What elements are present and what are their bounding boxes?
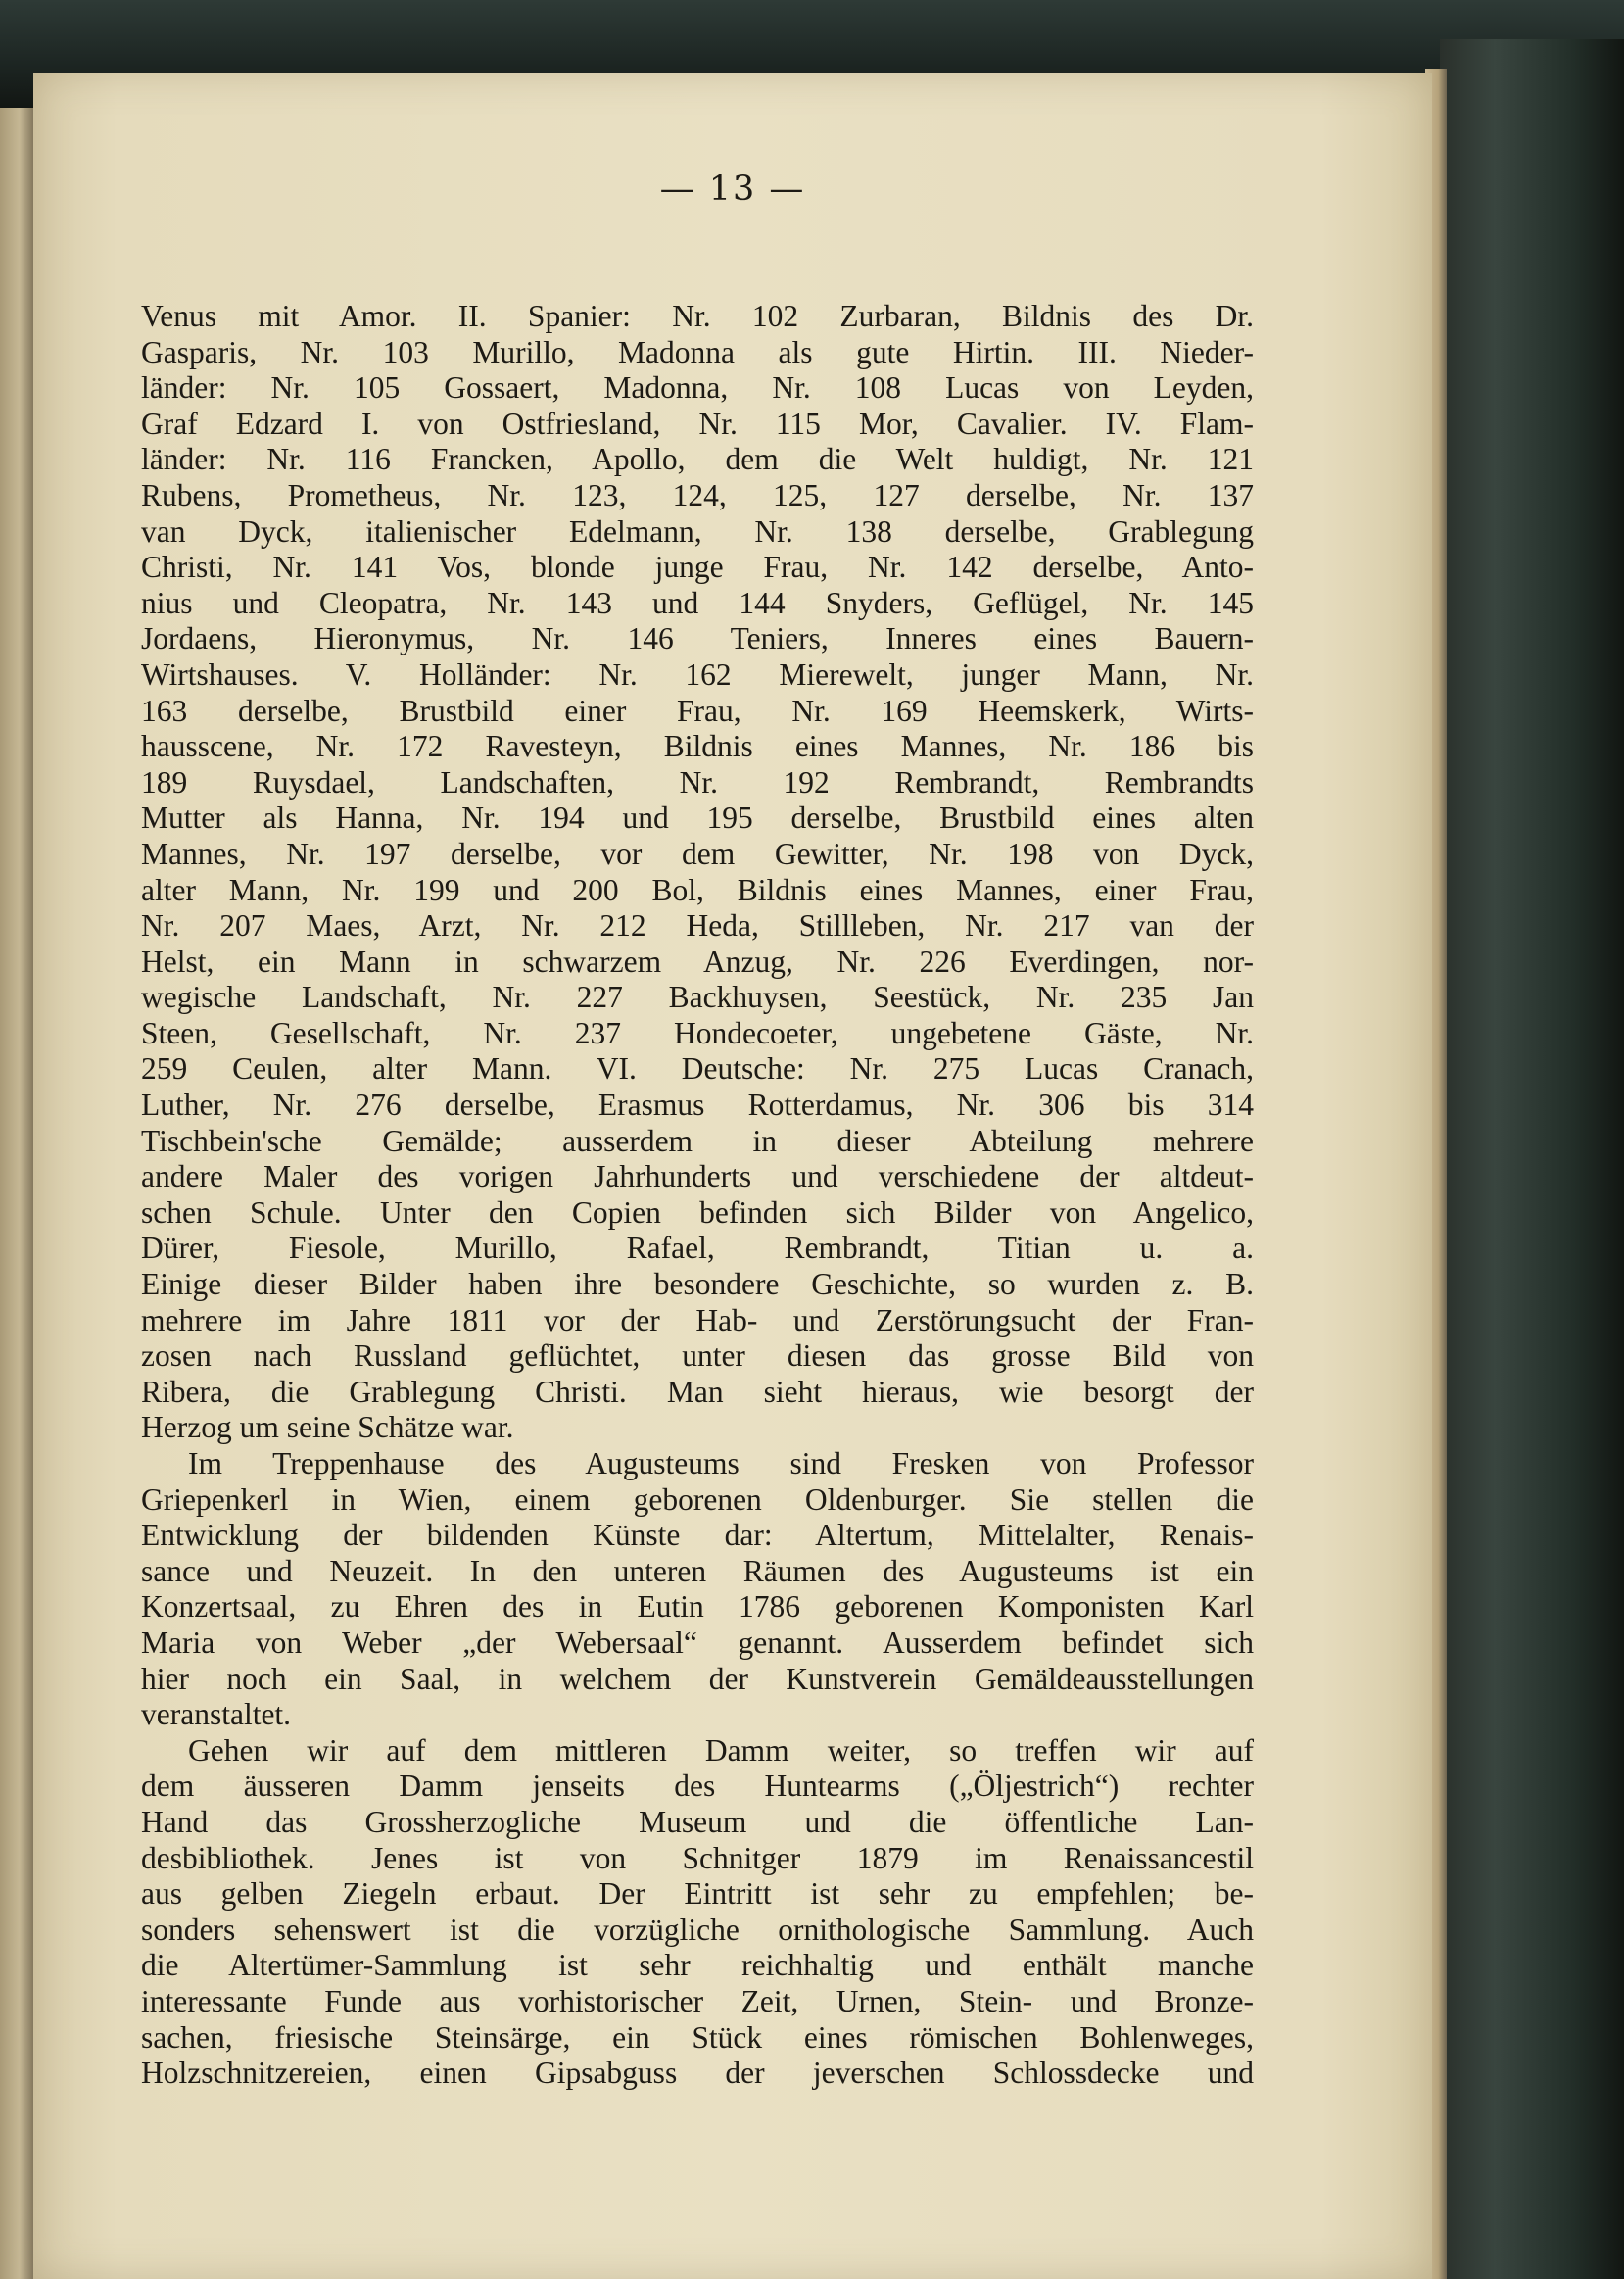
page-text — [141, 299, 1254, 2092]
text-line: nius und Cleopatra, Nr. 143 und 144 Snyders, Geflügel, Nr. 145 — [141, 585, 1254, 620]
text-line: van Dyck, italienischer Edelmann, Nr. 138 derselbe, Grablegung — [141, 513, 1254, 549]
text-line: Herzog um seine Schätze war. — [141, 1410, 514, 1445]
text-line: hier noch ein Saal, in welchem der Kunstverein Gemäldeausstellungen — [141, 1661, 1254, 1696]
text-line: dem äusseren Damm jenseits des Huntearms („Öljestrich“) rechter — [141, 1769, 1254, 1804]
text-line: Einige dieser Bilder haben ihre besondere Geschichte, so wurden z. B. — [141, 1267, 1254, 1302]
text-line: Jordaens, Hieronymus, Nr. 146 Teniers, Inneres eines Bauern- — [141, 621, 1254, 656]
text-line: Helst, ein Mann in schwarzem Anzug, Nr. 226 Everdingen, nor- — [141, 944, 1254, 979]
text-line: die Altertümer-Sammlung ist sehr reichhaltig und enthält manche — [141, 1948, 1254, 1983]
text-line: sance und Neuzeit. In den unteren Räumen des Augusteums ist ein — [141, 1553, 1254, 1588]
text-line: Tischbein'sche Gemälde; ausserdem in dieser Abteilung mehrere — [141, 1123, 1254, 1158]
text-line: Graf Edzard I. von Ostfriesland, Nr. 115 Mor, Cavalier. IV. Flam- — [141, 406, 1254, 441]
text-line: länder: Nr. 116 Francken, Apollo, dem die Welt huldigt, Nr. 121 — [141, 442, 1254, 477]
text-line: Gehen wir auf dem mittleren Damm weiter, so treffen wir auf — [188, 1732, 1254, 1768]
text-line: sachen, friesische Steinsärge, ein Stück eines römischen Bohlenweges, — [141, 2019, 1254, 2055]
text-line: Venus mit Amor. II. Spanier: Nr. 102 Zurbaran, Bildnis des Dr. — [141, 299, 1254, 333]
text-line: Christi, Nr. 141 Vos, blonde junge Frau, Nr. 142 derselbe, Anto- — [141, 550, 1254, 585]
text-line: 259 Ceulen, alter Mann. VI. Deutsche: Nr. 275 Lucas Cranach, — [141, 1051, 1254, 1087]
text-line: Griepenkerl in Wien, einem geborenen Oldenburger. Sie stellen die — [141, 1481, 1254, 1517]
text-line: interessante Funde aus vorhistorischer Zeit, Urnen, Stein- und Bronze- — [141, 1983, 1254, 2018]
text-line: Mutter als Hanna, Nr. 194 und 195 derselbe, Brustbild eines alten — [141, 800, 1254, 836]
text-line: desbibliothek. Jenes ist von Schnitger 1879 im Renaissancestil — [141, 1840, 1254, 1875]
book-page — [33, 73, 1432, 2279]
text-line: Gasparis, Nr. 103 Murillo, Madonna als gute Hirtin. III. Nieder- — [141, 334, 1254, 369]
text-line: Mannes, Nr. 197 derselbe, vor dem Gewitter, Nr. 198 von Dyck, — [141, 836, 1254, 871]
text-line: mehrere im Jahre 1811 vor der Hab- und Zerstörungsucht der Fran- — [141, 1302, 1254, 1337]
page-number: — 13 — — [659, 170, 806, 209]
text-line: Ribera, die Grablegung Christi. Man sieht hieraus, wie besorgt der — [141, 1374, 1254, 1409]
text-line: sonders sehenswert ist die vorzügliche ornithologische Sammlung. Auch — [141, 1912, 1254, 1947]
text-line: 189 Ruysdael, Landschaften, Nr. 192 Rembrandt, Rembrandts — [141, 764, 1254, 800]
text-line: Im Treppenhause des Augusteums sind Fresken von Professor — [188, 1446, 1254, 1480]
text-line: alter Mann, Nr. 199 und 200 Bol, Bildnis eines Mannes, einer Frau, — [141, 872, 1254, 907]
left-page-edge — [0, 78, 35, 2279]
text-line: Maria von Weber „der Webersaal“ genannt. Ausserdem befindet sich — [141, 1624, 1254, 1660]
text-line: veranstaltet. — [141, 1697, 292, 1732]
text-line: Luther, Nr. 276 derselbe, Erasmus Rotterdamus, Nr. 306 bis 314 — [141, 1088, 1254, 1123]
text-line: länder: Nr. 105 Gossaert, Madonna, Nr. 108 Lucas von Leyden, — [141, 370, 1254, 406]
text-line: Hand das Grossherzogliche Museum und die öffentliche Lan- — [141, 1804, 1254, 1839]
text-line: 163 derselbe, Brustbild einer Frau, Nr. 169 Heemskerk, Wirts- — [141, 693, 1254, 728]
text-line: aus gelben Ziegeln erbaut. Der Eintritt ist sehr zu empfehlen; be- — [141, 1876, 1254, 1912]
text-line: Rubens, Prometheus, Nr. 123, 124, 125, 127 derselbe, Nr. 137 — [141, 477, 1254, 512]
text-line: Dürer, Fiesole, Murillo, Rafael, Rembrandt, Titian u. a. — [141, 1231, 1254, 1266]
book-binding-right — [1440, 39, 1624, 2279]
text-line: Entwicklung der bildenden Künste dar: Altertum, Mittelalter, Renais- — [141, 1518, 1254, 1553]
text-line: andere Maler des vorigen Jahrhunderts und verschiedene der altdeut- — [141, 1159, 1254, 1194]
text-line: Wirtshauses. V. Holländer: Nr. 162 Mierewelt, junger Mann, Nr. — [141, 656, 1254, 692]
text-line: zosen nach Russland geflüchtet, unter diesen das grosse Bild von — [141, 1338, 1254, 1374]
text-line: hausscene, Nr. 172 Ravesteyn, Bildnis eines Mannes, Nr. 186 bis — [141, 729, 1254, 764]
text-line: Nr. 207 Maes, Arzt, Nr. 212 Heda, Stillleben, Nr. 217 van der — [141, 908, 1254, 944]
text-line: wegische Landschaft, Nr. 227 Backhuysen, Seestück, Nr. 235 Jan — [141, 980, 1254, 1015]
text-line: schen Schule. Unter den Copien befinden sich Bilder von Angelico, — [141, 1194, 1254, 1230]
text-line: Konzertsaal, zu Ehren des in Eutin 1786 geborenen Komponisten Karl — [141, 1589, 1254, 1624]
text-line: Steen, Gesellschaft, Nr. 237 Hondecoeter, ungebetene Gäste, Nr. — [141, 1015, 1254, 1050]
text-line: Holzschnitzereien, einen Gipsabguss der jeverschen Schlossdecke und — [141, 2056, 1254, 2091]
